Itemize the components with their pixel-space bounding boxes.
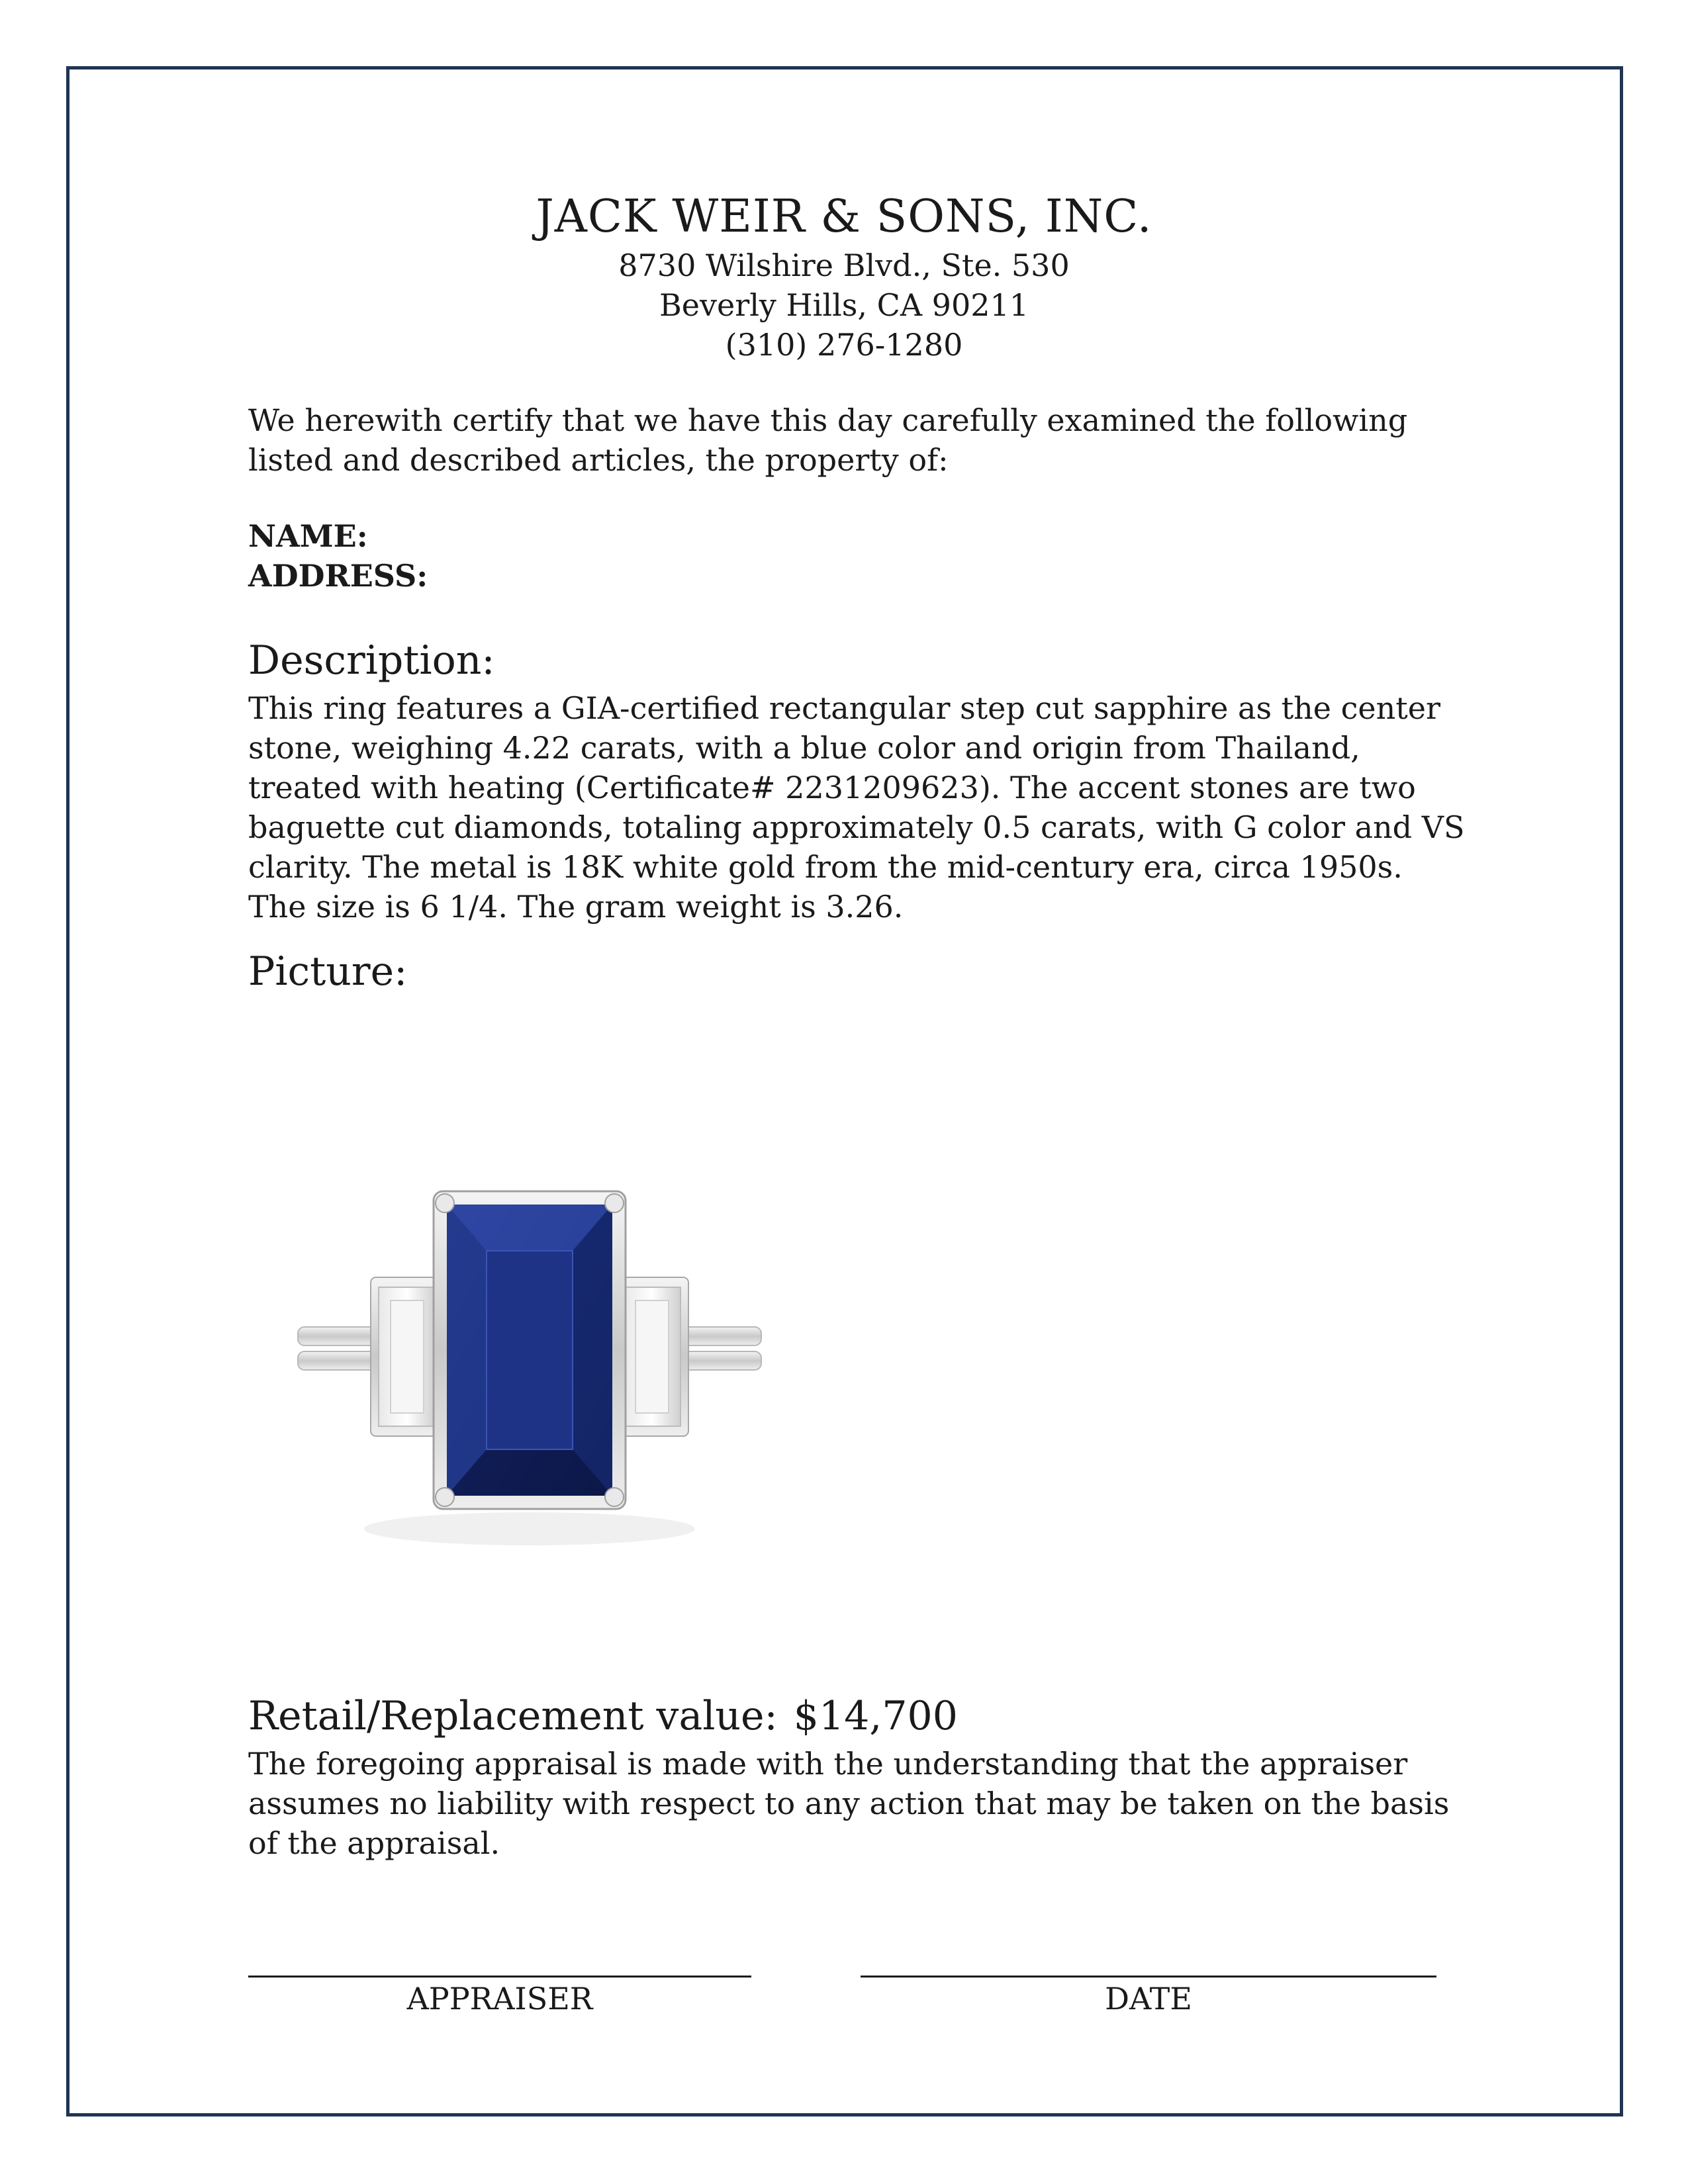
description-title: Description: (248, 637, 495, 684)
phone-number: (310) 276-1280 (725, 327, 963, 363)
appraiser-label: APPRAISER (406, 1981, 593, 2017)
company-name: JACK WEIR & SONS, INC. (536, 191, 1152, 243)
appraiser-signature-line (248, 1976, 751, 1978)
date-signature-line (861, 1976, 1436, 1978)
value-label: Retail/Replacement value: (248, 1693, 778, 1739)
certify-statement: We herewith certify that we have this day carefully examined the following listed and described articles, the property of: (248, 402, 1408, 478)
letterhead (0, 189, 1688, 365)
owner-block (248, 516, 428, 596)
picture-title: Picture: (248, 948, 408, 995)
address-line-2: Beverly Hills, CA 90211 (659, 287, 1029, 323)
sapphire-ring-photo (271, 1178, 788, 1562)
date-label: DATE (1105, 1981, 1192, 2017)
value-amount: $14,700 (793, 1693, 958, 1739)
shadow (364, 1512, 695, 1545)
description-text: This ring features a GIA-certified rectangular step cut sapphire as the center stone, weighing 4.22 carats, with a blue color and origin from Thailand, treated with heating (Certificate# 2231209623). The accent stones are two baguette cut diamonds, totaling approximately 0.5 carats, with G color and VS clarity. The metal is 18K white gold from the mid-century era, circa 1950s. The size is 6 1/4. The gram weight is 3.26. (248, 690, 1465, 925)
address-label: ADDRESS: (248, 558, 428, 594)
value-line (248, 1691, 958, 1741)
name-label: NAME: (248, 518, 368, 554)
disclaimer-text: The foregoing appraisal is made with the understanding that the appraiser assumes no liability with respect to any action that may be taken on the basis of the appraisal. (248, 1746, 1450, 1861)
address-line-1: 8730 Wilshire Blvd., Ste. 530 (618, 248, 1070, 283)
